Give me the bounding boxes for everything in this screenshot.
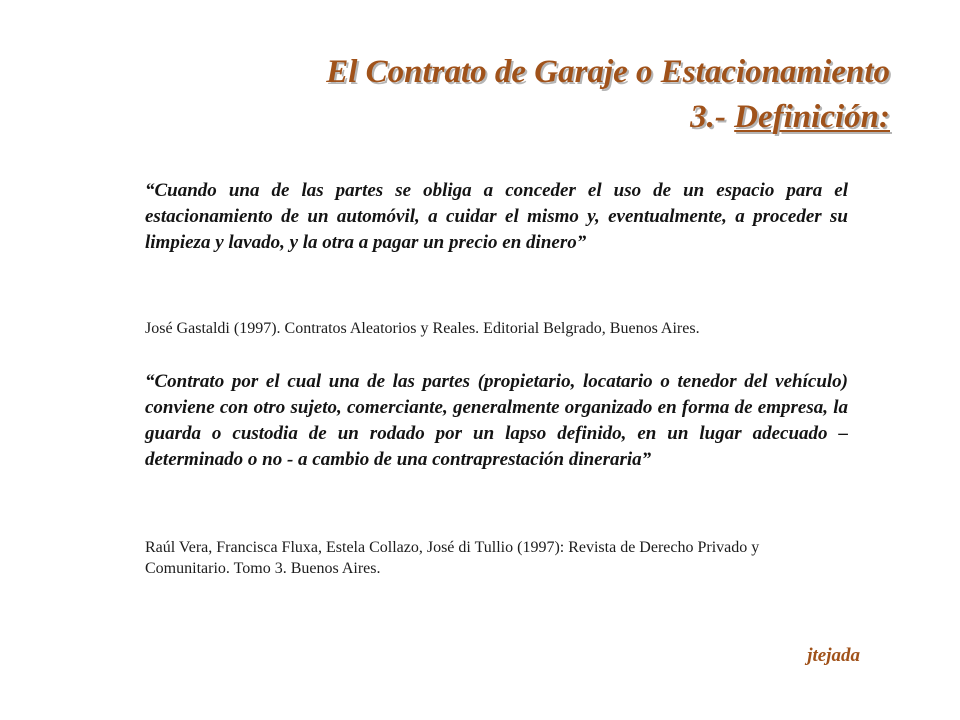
title-line-2 — [326, 95, 890, 140]
citation-2: Raúl Vera, Francisca Fluxa, Estela Collazo, José di Tullio (1997): Revista de Derecho Privado y Comunitario. Tomo 3. Buenos Aires. — [145, 539, 760, 577]
title-line-1: El Contrato de Garaje o Estacionamiento — [326, 54, 890, 90]
title-section-word: Definición: — [734, 99, 890, 135]
definition-quote-1: “Cuando una de las partes se obliga a conceder el uso de un espacio para el estacionamiento de un automóvil, a cuidar el mismo y, eventualmente, a proceder su limpieza y lavado, y la otra a pagar un precio en dinero” — [145, 180, 848, 253]
title-section-number: 3.- — [690, 99, 735, 135]
slide-title — [326, 50, 890, 140]
definition-quote-2: “Contrato por el cual una de las partes (propietario, locatario o tenedor del vehículo) conviene con otro sujeto, comerciante, generalmente organizado en forma de empresa, la guarda o custodia de un rodado por un lapso definido, en un lugar adecuado – determinado o no - a cambio de una contraprestación dineraria” — [145, 371, 848, 470]
citation-1: José Gastaldi (1997). Contratos Aleatorios y Reales. Editorial Belgrado, Buenos Aires. — [145, 320, 700, 337]
author-signature: jtejada — [807, 645, 860, 666]
